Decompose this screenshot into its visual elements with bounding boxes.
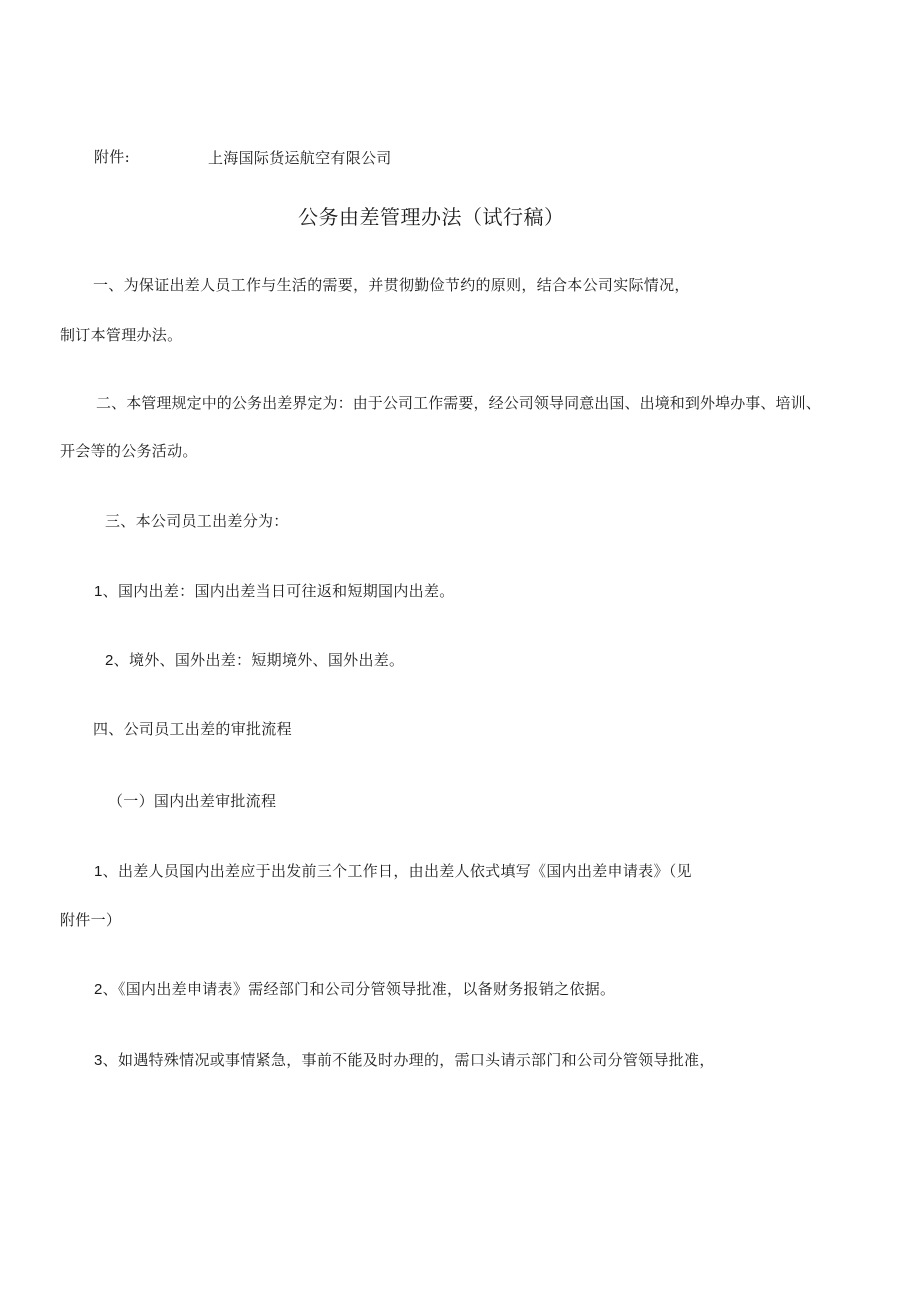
section-2-line-2: 开会等的公务活动。 (60, 442, 198, 460)
item-text: 、境外、国外出差：短期境外、国外出差。 (113, 651, 405, 669)
item-text: 、如遇特殊情况或事情紧急，事前不能及时办理的，需口头请示部门和公司分管领导批准， (102, 1051, 715, 1069)
section-4-subheading-1: （一）国内出差审批流程 (108, 792, 277, 810)
item-number: 1 (94, 863, 103, 880)
attachment-label: 附件: (94, 148, 130, 166)
section-4-item-1-continuation: 附件一） (60, 911, 122, 929)
item-text: 、国内出差：国内出差当日可往返和短期国内出差。 (102, 582, 455, 600)
section-3-heading: 三、本公司员工出差分为： (105, 512, 289, 530)
item-number: 1 (94, 583, 103, 600)
item-text: 、出差人员国内出差应于出发前三个工作日，由出差人依式填写《国内出差申请表》（见 (102, 862, 692, 880)
item-number: 2 (94, 981, 103, 998)
section-1-line-1: 一、为保证出差人员工作与生活的需要，并贯彻勤俭节约的原则，结合本公司实际情况， (93, 276, 690, 294)
section-2-line-1: 二、本管理规定中的公务出差界定为：由于公司工作需要，经公司领导同意出国、出境和到外埠办事、培训、 (96, 394, 821, 412)
section-4-item-3 (94, 1050, 715, 1071)
section-3-item-2 (105, 650, 404, 671)
item-number: 3 (94, 1052, 103, 1069)
document-title: 公务由差管理办法（试行稿） (298, 205, 565, 229)
item-number: 2 (105, 652, 114, 669)
section-4-heading: 四、公司员工出差的审批流程 (93, 720, 292, 738)
section-4-item-1 (94, 861, 692, 882)
section-1-line-2: 制订本管理办法。 (60, 326, 183, 344)
section-3-item-1 (94, 581, 455, 602)
item-text: 、《国内出差申请表》需经部门和公司分管领导批准，以备财务报销之依据。 (102, 980, 616, 998)
section-4-item-2 (94, 979, 615, 1000)
company-name: 上海国际货运航空有限公司 (208, 149, 392, 167)
